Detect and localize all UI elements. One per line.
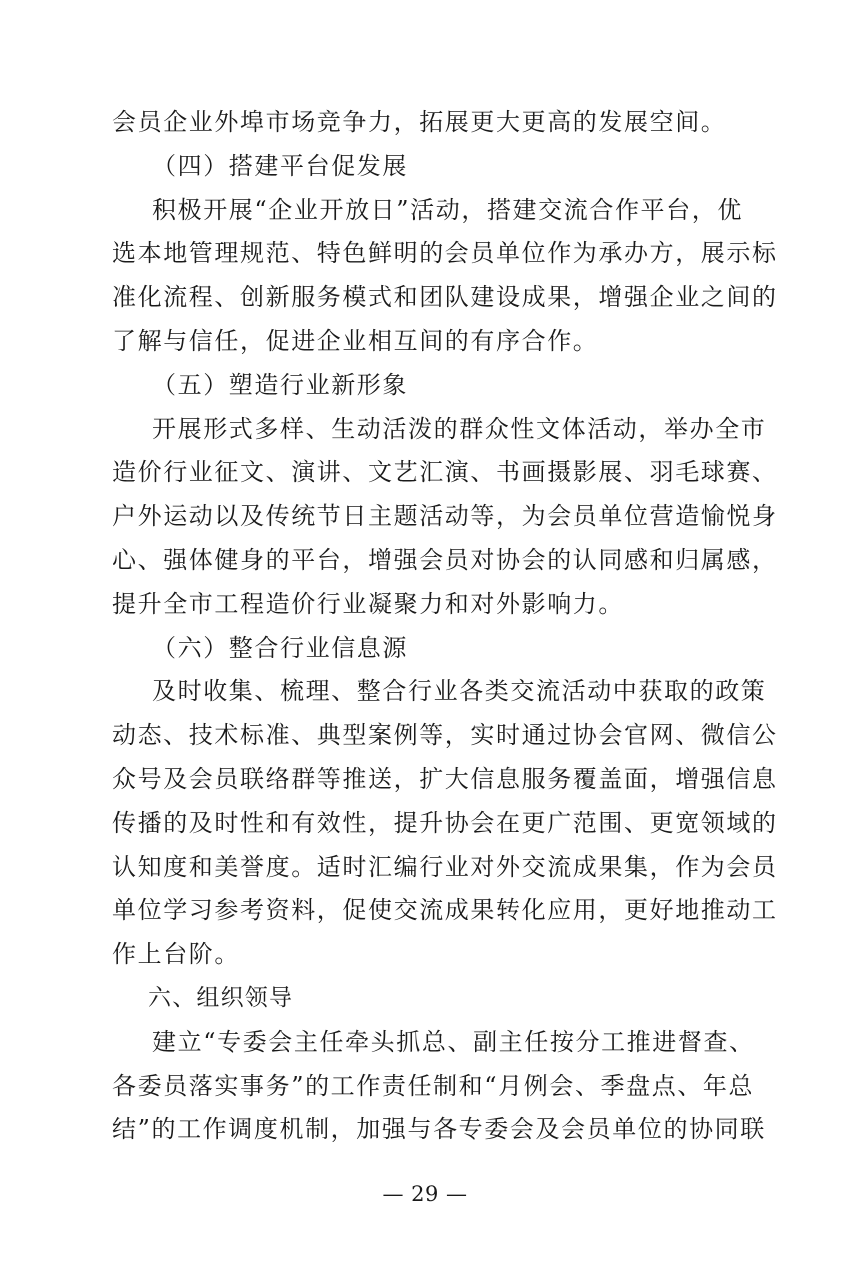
paragraph-first-line: 及时收集、梳理、整合行业各类交流活动中获取的政策 [152,677,767,706]
body-text-line: 动态、技术标准、典型案例等，实时通过协会官网、微信公 [112,721,778,750]
body-text-line: 选本地管理规范、特色鲜明的会员单位作为承办方，展示标 [112,239,778,268]
body-text-line: 结”的工作调度机制，加强与各专委会及会员单位的协同联 [112,1115,766,1144]
body-text-line: 认知度和美誉度。适时汇编行业对外交流成果集，作为会员 [112,852,778,881]
section-subheading: （六）整合行业信息源 [152,633,408,662]
paragraph-first-line: 积极开展“企业开放日”活动，搭建交流合作平台，优 [152,195,743,224]
page-number: — 29 — [382,1182,468,1206]
body-text-line: 会员企业外埠市场竞争力，拓展更大更高的发展空间。 [112,108,727,136]
paragraph-first-line: 建立“专委会主任牵头抓总、副主任按分工推进督查、 [152,1027,755,1056]
paragraph-first-line: 开展形式多样、生动活泼的群众性文体活动，举办全市 [152,414,767,443]
body-text-line: 单位学习参考资料，促使交流成果转化应用，更好地推动工 [112,896,778,925]
body-text-line: 提升全市工程造价行业凝聚力和对外影响力。 [112,589,624,618]
section-subheading: （五）塑造行业新形象 [152,370,408,399]
body-text-line: 户外运动以及传统节日主题活动等，为会员单位营造愉悦身 [112,502,778,531]
body-text-line: 了解与信任，促进企业相互间的有序合作。 [112,327,599,355]
body-text-line: 各委员落实事务”的工作责任制和“月例会、季盘点、年总 [112,1071,755,1100]
body-text-line: 传播的及时性和有效性，提升协会在更广范围、更宽领域的 [112,808,778,837]
section-subheading: （四）搭建平台促发展 [152,151,408,180]
body-text-line: 众号及会员联络群等推送，扩大信息服务覆盖面，增强信息 [112,765,778,793]
body-text-line: 准化流程、创新服务模式和团队建设成果，增强企业之间的 [112,283,778,312]
section-heading: 六、组织领导 [148,985,294,1011]
body-text-line: 作上台阶。 [112,940,240,969]
body-text-line: 心、强体健身的平台，增强会员对协会的认同感和归属感， [112,546,778,574]
body-text-line: 造价行业征文、演讲、文艺汇演、书画摄影展、羽毛球赛、 [112,458,778,487]
